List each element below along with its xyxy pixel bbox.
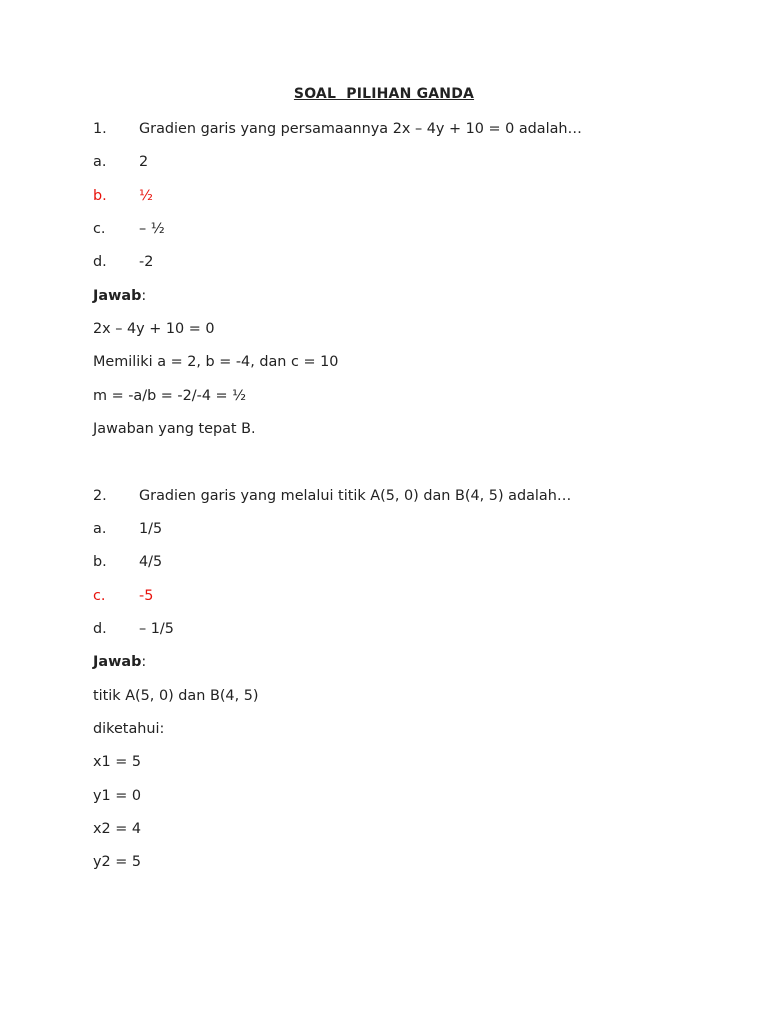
option-text: 2 bbox=[139, 154, 149, 170]
option-letter: a. bbox=[93, 521, 107, 537]
question-2 bbox=[93, 487, 571, 505]
question-2-option-c-correct bbox=[93, 587, 153, 605]
option-text: 1/5 bbox=[139, 521, 163, 537]
answer-label: Jawab bbox=[93, 288, 142, 304]
question-1-text: Gradien garis yang persamaannya 2x – 4y + 10 = 0 adalah… bbox=[139, 121, 582, 137]
question-1-solution-line: 2x – 4y + 10 = 0 bbox=[93, 321, 215, 337]
question-2-solution-line: x2 = 4 bbox=[93, 821, 142, 837]
option-text: -2 bbox=[139, 254, 154, 270]
question-2-option-d bbox=[93, 620, 174, 638]
question-1-option-d bbox=[93, 253, 153, 271]
option-text: – 1/5 bbox=[139, 621, 174, 637]
question-1-solution-line: Memiliki a = 2, b = -4, dan c = 10 bbox=[93, 354, 339, 370]
option-letter: d. bbox=[93, 254, 107, 270]
question-2-number: 2. bbox=[93, 488, 107, 504]
question-2-text: Gradien garis yang melalui titik A(5, 0) dan B(4, 5) adalah… bbox=[139, 488, 572, 504]
option-letter: c. bbox=[93, 221, 106, 237]
answer-label: Jawab bbox=[93, 654, 142, 670]
question-1-answer-heading bbox=[93, 287, 146, 305]
option-letter: c. bbox=[93, 588, 106, 604]
option-letter: a. bbox=[93, 154, 107, 170]
question-2-solution-line: x1 = 5 bbox=[93, 754, 142, 770]
answer-colon: : bbox=[141, 288, 147, 304]
question-2-solution-line: diketahui: bbox=[93, 721, 165, 737]
question-1-conclusion: Jawaban yang tepat B. bbox=[93, 421, 256, 437]
question-1-solution-line: m = -a/b = -2/-4 = ½ bbox=[93, 388, 247, 404]
question-1-number: 1. bbox=[93, 121, 107, 137]
question-1-option-c bbox=[93, 220, 165, 238]
question-2-answer-heading bbox=[93, 653, 146, 671]
option-text: – ½ bbox=[139, 221, 165, 237]
option-letter: d. bbox=[93, 621, 107, 637]
question-2-option-a bbox=[93, 520, 162, 538]
option-text: -5 bbox=[139, 588, 154, 604]
question-2-option-b bbox=[93, 553, 162, 571]
option-letter: b. bbox=[93, 554, 107, 570]
option-letter: b. bbox=[93, 188, 107, 204]
question-2-solution-line: y1 = 0 bbox=[93, 788, 142, 804]
question-1-option-b-correct bbox=[93, 187, 153, 205]
option-text: 4/5 bbox=[139, 554, 163, 570]
option-text: ½ bbox=[139, 188, 153, 204]
question-1-option-a bbox=[93, 153, 148, 171]
question-2-solution-line: titik A(5, 0) dan B(4, 5) bbox=[93, 688, 259, 704]
question-2-solution-line: y2 = 5 bbox=[93, 854, 142, 870]
document-title: SOAL PILIHAN GANDA bbox=[293, 86, 475, 102]
answer-colon: : bbox=[141, 654, 147, 670]
question-1 bbox=[93, 120, 582, 138]
